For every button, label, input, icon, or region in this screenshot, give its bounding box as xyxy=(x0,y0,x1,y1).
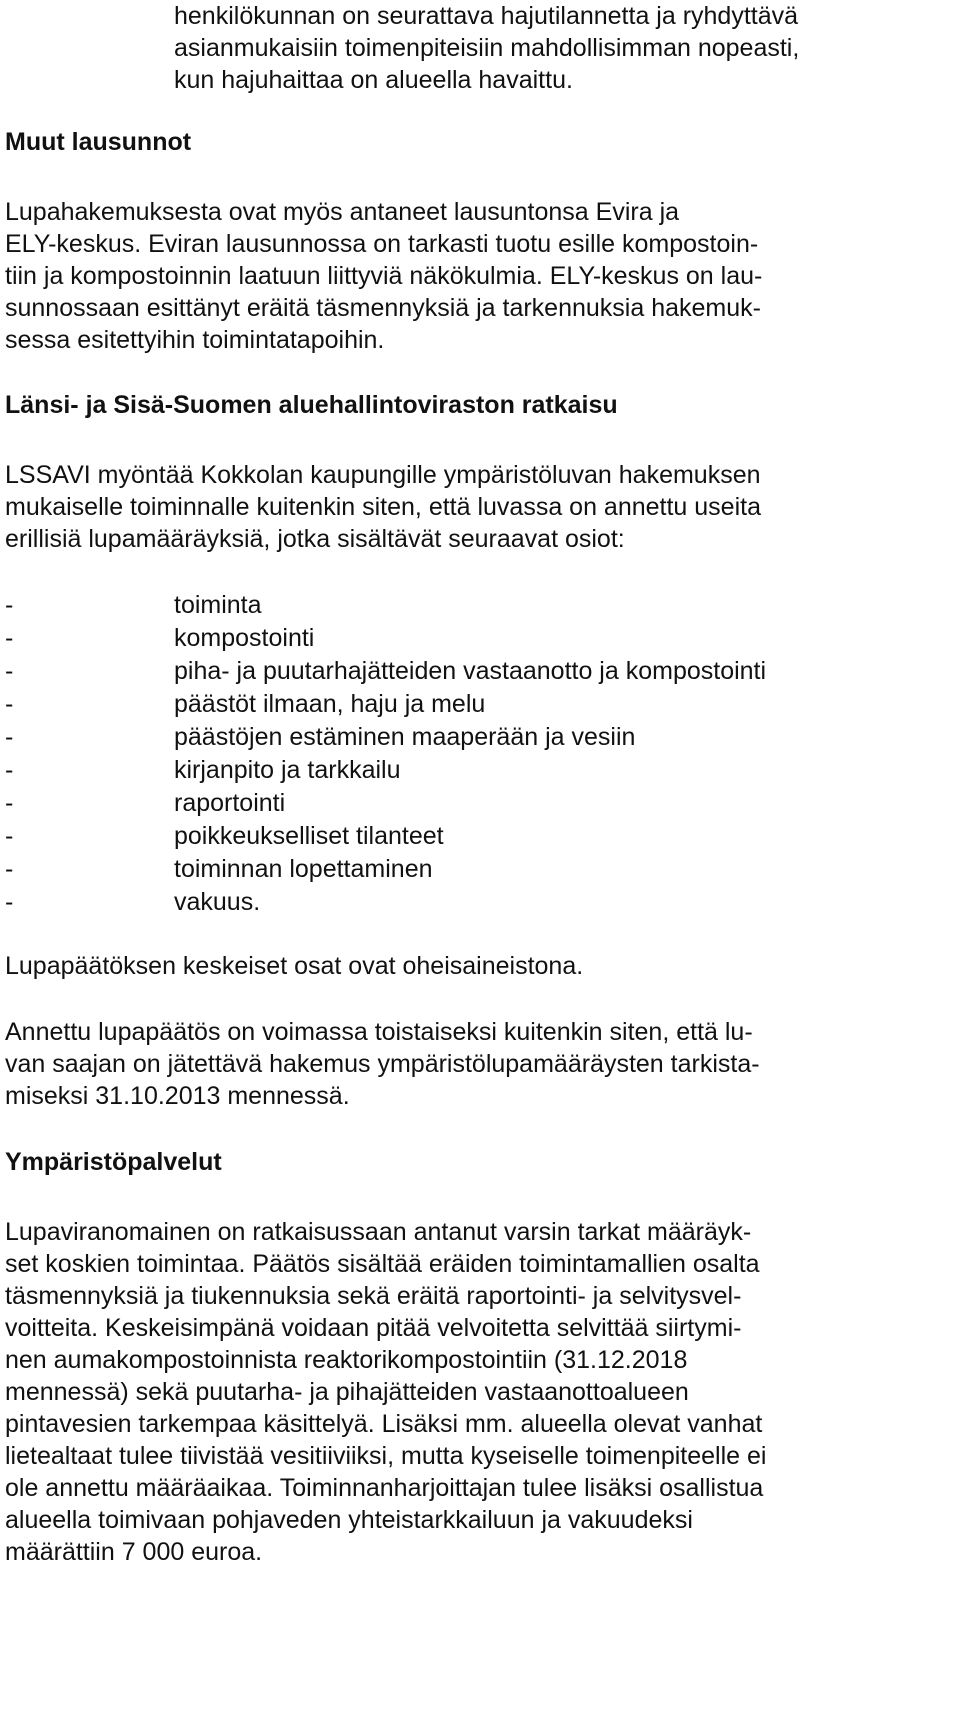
list-item: vakuus. xyxy=(174,888,261,916)
paragraph-line: sessa esitettyihin toimintatapoihin. xyxy=(5,326,385,354)
list-item: piha- ja puutarhajätteiden vastaanotto ja kompostointi xyxy=(174,657,767,685)
list-dash: - xyxy=(5,690,14,718)
list-dash: - xyxy=(5,624,14,652)
section-heading-muut-lausunnot: Muut lausunnot xyxy=(5,128,192,156)
paragraph-line: Lupaviranomainen on ratkaisussaan antanut varsin tarkat määräyk- xyxy=(5,1218,752,1246)
list-item: toiminta xyxy=(174,591,262,619)
paragraph-line: nen aumakompostoinnista reaktorikompostointiin (31.12.2018 xyxy=(5,1346,688,1374)
list-item: päästöjen estäminen maaperään ja vesiin xyxy=(174,723,636,751)
paragraph-line: sunnossaan esittänyt eräitä täsmennyksiä ja tarkennuksia hakemuk- xyxy=(5,294,761,322)
list-item: raportointi xyxy=(174,789,286,817)
list-dash: - xyxy=(5,756,14,784)
list-item: kompostointi xyxy=(174,624,315,652)
section-heading-ratkaisu: Länsi- ja Sisä-Suomen aluehallintoviraston ratkaisu xyxy=(5,391,618,419)
paragraph-line: ELY-keskus. Eviran lausunnossa on tarkasti tuotu esille kompostoin- xyxy=(5,230,759,258)
paragraph-line: mennessä) sekä puutarha- ja pihajätteiden vastaanottoalueen xyxy=(5,1378,689,1406)
paragraph-line: määrättiin 7 000 euroa. xyxy=(5,1538,263,1566)
list-item: poikkeukselliset tilanteet xyxy=(174,822,444,850)
paragraph-line: Lupahakemuksesta ovat myös antaneet lausuntonsa Evira ja xyxy=(5,198,680,226)
paragraph-line: täsmennyksiä ja tiukennuksia sekä eräitä raportointi- ja selvitysvel- xyxy=(5,1282,742,1310)
list-dash: - xyxy=(5,888,14,916)
paragraph-line: Annettu lupapäätös on voimassa toistaiseksi kuitenkin siten, että lu- xyxy=(5,1018,753,1046)
intro-line: henkilökunnan on seurattava hajutilannetta ja ryhdyttävä xyxy=(174,2,799,30)
paragraph-line: van saajan on jätettävä hakemus ympäristölupamääräysten tarkista- xyxy=(5,1050,760,1078)
paragraph-line: alueella toimivaan pohjaveden yhteistarkkailuun ja vakuudeksi xyxy=(5,1506,693,1534)
list-dash: - xyxy=(5,657,14,685)
list-dash: - xyxy=(5,822,14,850)
list-dash: - xyxy=(5,591,14,619)
section-heading-ymparistopalvelut: Ympäristöpalvelut xyxy=(5,1148,222,1176)
paragraph-line: erillisiä lupamääräyksiä, jotka sisältävät seuraavat osiot: xyxy=(5,525,625,553)
list-item: kirjanpito ja tarkkailu xyxy=(174,756,401,784)
list-dash: - xyxy=(5,855,14,883)
list-item: toiminnan lopettaminen xyxy=(174,855,433,883)
paragraph-line: pintavesien tarkempaa käsittelyä. Lisäksi mm. alueella olevat vanhat xyxy=(5,1410,763,1438)
paragraph-line: lietealtaat tulee tiivistää vesitiiviiksi, mutta kyseiselle toimenpiteelle ei xyxy=(5,1442,767,1470)
intro-line: asianmukaisiin toimenpiteisiin mahdollisimman nopeasti, xyxy=(174,34,800,62)
paragraph-line: ole annettu määräaikaa. Toiminnanharjoittajan tulee lisäksi osallistua xyxy=(5,1474,764,1502)
list-dash: - xyxy=(5,789,14,817)
intro-line: kun hajuhaittaa on alueella havaittu. xyxy=(174,66,573,94)
paragraph-line: set koskien toimintaa. Päätös sisältää eräiden toimintamallien osalta xyxy=(5,1250,760,1278)
paragraph-line: miseksi 31.10.2013 mennessä. xyxy=(5,1082,350,1110)
list-dash: - xyxy=(5,723,14,751)
paragraph-line: LSSAVI myöntää Kokkolan kaupungille ympäristöluvan hakemuksen xyxy=(5,461,761,489)
list-item: päästöt ilmaan, haju ja melu xyxy=(174,690,486,718)
paragraph-line: tiin ja kompostoinnin laatuun liittyviä näkökulmia. ELY-keskus on lau- xyxy=(5,262,763,290)
paragraph-line: mukaiselle toiminnalle kuitenkin siten, että luvassa on annettu useita xyxy=(5,493,761,521)
paragraph-line: Lupapäätöksen keskeiset osat ovat oheisaineistona. xyxy=(5,952,584,980)
paragraph-line: voitteita. Keskeisimpänä voidaan pitää velvoitetta selvittää siirtymi- xyxy=(5,1314,742,1342)
